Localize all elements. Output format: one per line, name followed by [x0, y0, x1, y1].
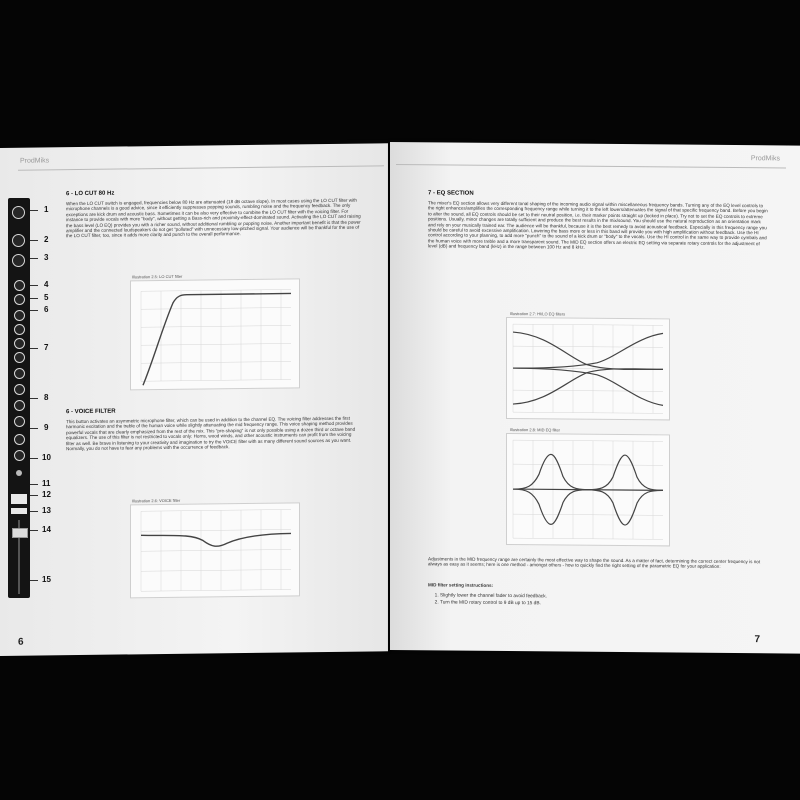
gain-knob-icon — [14, 280, 25, 291]
peak-led-icon — [16, 470, 22, 476]
left-header-rule — [18, 165, 384, 170]
lo-cut-chart-svg — [131, 279, 299, 389]
mid-eq-chart — [506, 433, 670, 546]
callout-tick — [30, 484, 38, 485]
mid-peak-high-boost-curve — [587, 455, 663, 491]
callout-tick — [30, 511, 38, 512]
callout-tick — [30, 428, 38, 429]
fx-knob-icon — [14, 400, 25, 411]
voice-filter-section-title: 6 - VOICE FILTER — [66, 408, 116, 416]
callout-tick — [30, 530, 38, 531]
jack-input-icon — [12, 234, 25, 247]
aux2-knob-icon — [14, 384, 25, 395]
hi-lo-eq-chart — [506, 317, 670, 420]
callout-tick — [30, 348, 38, 349]
voice-filter-chart-caption: Illustration 2.6: VOICE filter — [132, 497, 181, 504]
voice-filter-chart — [130, 502, 300, 598]
callout-tick — [30, 495, 38, 496]
solo-button-icon — [11, 508, 27, 514]
callout-10: 10 — [42, 453, 51, 462]
lo-cut-paragraph: When the LO CUT switch is engaged, frequencies below 80 Hz are attenuated (18 dB octave slope). In most cases using the LO CUT filter with microphone channels is a good advice, since it efficiently suppresses popping sounds, rumbling noise and the frequency feedback. The only exceptions are kick drum and acoustic bass. Sometimes it can be also very effective to combine the LO CUT filter with the voicing filter. For instance to provide vocals with more "body", without getting a Bass-rich and proximity-effect-dominated sound. Activating the LO CUT and raising the bass level (LO EQ) provides you with a richer sound, without additional rumbling or popping noise. Another important benefit is that the power amplifier and the connected loudspeakers do not get "polluted" with unnecessary low-pitched signal. Your audience will be thankful for the use of the LO CUT filter, too, since it adds more clarity and punch to the overall performance. — [66, 197, 361, 239]
callout-tick — [30, 240, 38, 241]
eq-section-title: 7 - EQ SECTION — [428, 190, 474, 197]
mid-eq-chart-caption: Illustration 2.8: MID EQ filter — [510, 427, 561, 433]
pan-knob-icon — [14, 450, 25, 461]
mid-peak-high-cut-curve — [587, 490, 663, 526]
eq-section-paragraph: The mixer's EQ section allows very different tonal shaping of the incoming audio signal within miscellaneous frequency bands. Turning any of the EQ level controls to the right enhances/amplifies the corresponding frequency range while turning it to the left lowers/attenuates the signal of that specific frequency band. Before you begin to alter the sound, all EQ controls should be set to their neutral position, i.e. their marker points straight up (locked in place). Try not to set the EQ controls to extreme positions. Usually, minor changes are totally sufficient and produce the best results in the mix/sound. You should use the natural reproduction as an orientation mark and rely on your musically trained ear. The audience will be thankful, because it is the best remedy to avoid acoustical feedback. Especially in this frequency range you should be careful to avoid excessive amplification. Lowering the bass more or less in this band will provide you with high amplification without feedback. Use the HI control according to your planning, to add more "punch" to the sound of a kick drum or "body" to the vocals. Use the HI control in the same way to provide cymbals and the human voice with more treble and a more transparent sound. The MID EQ section offers an electric EQ setting via separate rotary controls for the adjustment of level (dB) and frequency band (kHz) in the range between 100 Hz and 8 kHz. — [428, 200, 768, 250]
lo-cut-chart-caption: Illustration 2.5: LO CUT filter — [132, 273, 183, 280]
callout-15: 15 — [42, 575, 51, 584]
callout-5: 5 — [44, 293, 49, 302]
callout-12: 12 — [42, 490, 51, 499]
voice-filter-paragraph: This button activates an asymmetric microphone filter, which can be used in addition to the channel EQ. The voicing filter addresses the first harmonic excitation and the treble of the human voice while slightly attenuating the mid frequency range. This voice shaping method provides powerful vocals that are clearly emphasized from the rest of the mix. This "pre-shaping" is not only possible using a dozen third or octave band equalizers. The use of this filter is not restricted to vocals only: Horns, wood winds, and other acoustic instruments can profit from the voicing filter as well. Be brave in listening to your creativity and imagination to try the VOICE filter with as many different sound sources as you want. Normally, you do not have to fear any problems with the occurrence of feedback. — [66, 415, 356, 452]
hi-lo-eq-chart-caption: Illustration 2.7: HI/LO EQ filters — [510, 311, 566, 317]
left-page-number: 6 — [18, 636, 24, 648]
callout-tick — [30, 398, 38, 399]
fader-cap-icon — [12, 528, 28, 538]
voice-filter-chart-svg — [131, 503, 299, 597]
mid-instructions-list — [428, 592, 770, 609]
callout-tick — [30, 580, 38, 581]
callout-1: 1 — [44, 205, 49, 214]
channel-strip-illustration — [8, 198, 30, 598]
aux3-knob-icon — [14, 416, 25, 427]
insert-jack-icon — [12, 254, 25, 267]
lo-cut-chart — [130, 278, 300, 390]
left-page — [0, 143, 388, 656]
mute-button-icon — [11, 494, 27, 504]
callout-2: 2 — [44, 235, 49, 244]
callout-4: 4 — [44, 280, 49, 289]
mid-freq-knob-icon — [14, 338, 25, 349]
left-page-header: ProdMiks — [20, 157, 50, 165]
right-page-number: 7 — [754, 634, 760, 646]
lo-cut-switch-icon — [14, 294, 25, 305]
callout-13: 13 — [42, 506, 51, 515]
aux4-knob-icon — [14, 434, 25, 445]
right-page — [390, 142, 800, 654]
voice-filter-curve — [141, 533, 291, 547]
right-header-rule — [396, 164, 786, 168]
callout-tick — [30, 285, 38, 286]
xlr-input-icon — [12, 206, 25, 219]
callout-7: 7 — [44, 343, 49, 352]
callout-tick — [30, 458, 38, 459]
mid-eq-chart-svg — [507, 434, 669, 545]
right-page-header: ProdMiks — [750, 155, 780, 163]
mid-eq-knob-icon — [14, 324, 25, 335]
hi-lo-eq-chart-svg — [507, 318, 669, 419]
mid-peak-low-cut-curve — [513, 489, 587, 525]
instruction-step: 2. Turn the MID rotary control to 9 dB up to 15 dB. — [440, 599, 770, 609]
mid-instructions-title: MID filter setting instructions: — [428, 582, 494, 588]
lo-cut-section-title: 6 - LO CUT 80 Hz — [66, 190, 115, 198]
lo-cut-curve — [143, 293, 291, 385]
callout-tick — [30, 210, 38, 211]
callout-9: 9 — [44, 423, 49, 432]
mid-flat-curve — [513, 489, 663, 490]
hi-shelf-boost-curve — [513, 332, 663, 369]
instruction-step: 1. Slightly lower the channel fader to avoid feedback. — [440, 592, 770, 602]
mid-adjustments-paragraph: Adjustments in the MID frequency range are certainly the most effective way to shape the sound. As a matter of fact, determining the correct center frequency is not always as easy as it seems; here is one method - amongst others - how to quickly find the right setting of the parametric EQ for your application: — [428, 556, 761, 570]
callout-11: 11 — [42, 479, 51, 488]
hi-eq-knob-icon — [14, 310, 25, 321]
callout-tick — [30, 258, 38, 259]
callout-tick — [30, 298, 38, 299]
callout-14: 14 — [42, 525, 51, 534]
mid-peak-low-boost-curve — [513, 454, 587, 490]
callout-tick — [30, 310, 38, 311]
callout-6: 6 — [44, 305, 49, 314]
aux1-knob-icon — [14, 368, 25, 379]
callout-8: 8 — [44, 393, 49, 402]
callout-3: 3 — [44, 253, 49, 262]
lo-eq-knob-icon — [14, 352, 25, 363]
